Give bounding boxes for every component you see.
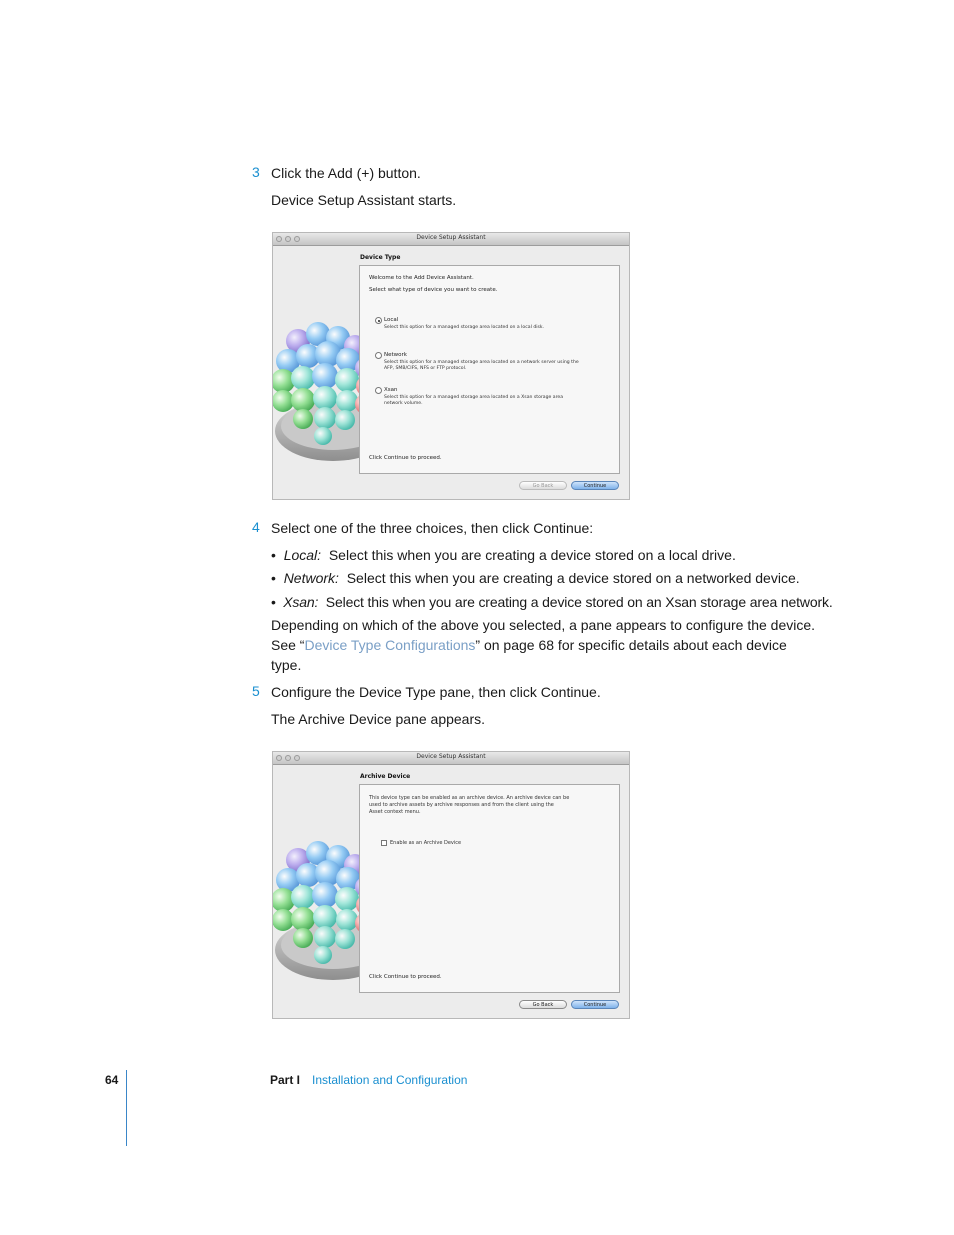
footer-section-title: Installation and Configuration	[312, 1073, 468, 1087]
xsan-description-line-1: Select this option for a managed storage area located on a Xsan storage area	[384, 395, 564, 400]
network-description-line-1: Select this option for a managed storage area located on a network server using the	[384, 360, 579, 365]
local-radio[interactable]	[375, 317, 382, 324]
bullet-marker: •	[271, 570, 284, 586]
xsan-label: Xsan	[384, 387, 398, 393]
network-label: Network	[384, 352, 407, 358]
footer-rule	[126, 1070, 127, 1146]
continue-button[interactable]: Continue	[571, 1000, 619, 1009]
welcome-text: Welcome to the Add Device Assistant.	[369, 275, 474, 281]
page-number: 64	[105, 1073, 119, 1087]
bullet-marker: •	[271, 547, 284, 563]
bullet-description: Select this when you are creating a device stored on a local drive.	[328, 547, 736, 563]
step-5-result: The Archive Device pane appears.	[271, 711, 486, 727]
bullet-description: Select this when you are creating a device stored on a networked device.	[346, 570, 800, 586]
bullet-local	[271, 545, 736, 565]
bullet-term: Network:	[283, 570, 339, 586]
device-type-screenshot	[272, 232, 630, 500]
device-type-configurations-link[interactable]: Device Type Configurations	[304, 637, 476, 653]
pane-heading: Archive Device	[360, 773, 411, 780]
proceed-text: Click Continue to proceed.	[369, 974, 442, 980]
bullet-description: Select this when you are creating a device stored on an Xsan storage area network.	[325, 594, 833, 610]
step-3-text: Click the Add (+) button.	[271, 165, 421, 181]
archive-description-line-3: Asset context menu.	[369, 809, 421, 815]
xsan-description-line-2: network volume.	[384, 401, 423, 406]
xsan-radio[interactable]	[375, 387, 382, 394]
step-3-number: 3	[252, 164, 260, 180]
archive-description-line-2: used to archive assets by archive responses and from the client using the	[369, 802, 554, 808]
local-description: Select this option for a managed storage area located on a local disk.	[384, 325, 545, 330]
archive-description-line-1: This device type can be enabled as an archive device. An archive device can be	[369, 795, 570, 801]
network-radio[interactable]	[375, 352, 382, 359]
network-description-line-2: AFP, SMB/CIFS, NFS or FTP protocol.	[384, 366, 467, 371]
footer-part-label: Part I	[270, 1073, 301, 1087]
window-titlebar	[273, 233, 629, 246]
bullet-xsan	[271, 592, 833, 612]
bullet-term: Local:	[283, 547, 322, 563]
local-label: Local	[384, 317, 399, 323]
step-5-number: 5	[252, 683, 260, 699]
enable-archive-label: Enable as an Archive Device	[390, 840, 462, 846]
step-4-number: 4	[252, 519, 260, 535]
bullet-term: Xsan:	[283, 594, 319, 610]
step-4-text: Select one of the three choices, then click Continue:	[271, 520, 594, 536]
continue-button[interactable]: Continue	[571, 481, 619, 490]
window-titlebar	[273, 752, 629, 765]
paragraph-text-end: ” on page 68 for specific details about each device type.	[271, 637, 787, 673]
paragraph-text-start: Depending on which of the above you selected, a pane appears to configure the device. See “	[271, 617, 816, 653]
step-3-result: Device Setup Assistant starts.	[271, 192, 457, 208]
window-title: Device Setup Assistant	[416, 753, 486, 760]
pane-heading: Device Type	[360, 254, 401, 261]
device-type-panel	[359, 265, 620, 474]
step-5-text: Configure the Device Type pane, then click Continue.	[271, 684, 601, 700]
window-title: Device Setup Assistant	[416, 234, 486, 241]
enable-archive-checkbox[interactable]	[381, 840, 387, 846]
go-back-button[interactable]: Go Back	[519, 481, 567, 490]
archive-device-screenshot	[272, 751, 630, 1019]
instruction-text: Select what type of device you want to create.	[369, 287, 498, 293]
configuration-paragraph	[271, 615, 816, 675]
bullet-network	[271, 568, 800, 588]
archive-device-panel	[359, 784, 620, 993]
proceed-text: Click Continue to proceed.	[369, 455, 442, 461]
bullet-marker: •	[271, 594, 284, 610]
go-back-button[interactable]: Go Back	[519, 1000, 567, 1009]
